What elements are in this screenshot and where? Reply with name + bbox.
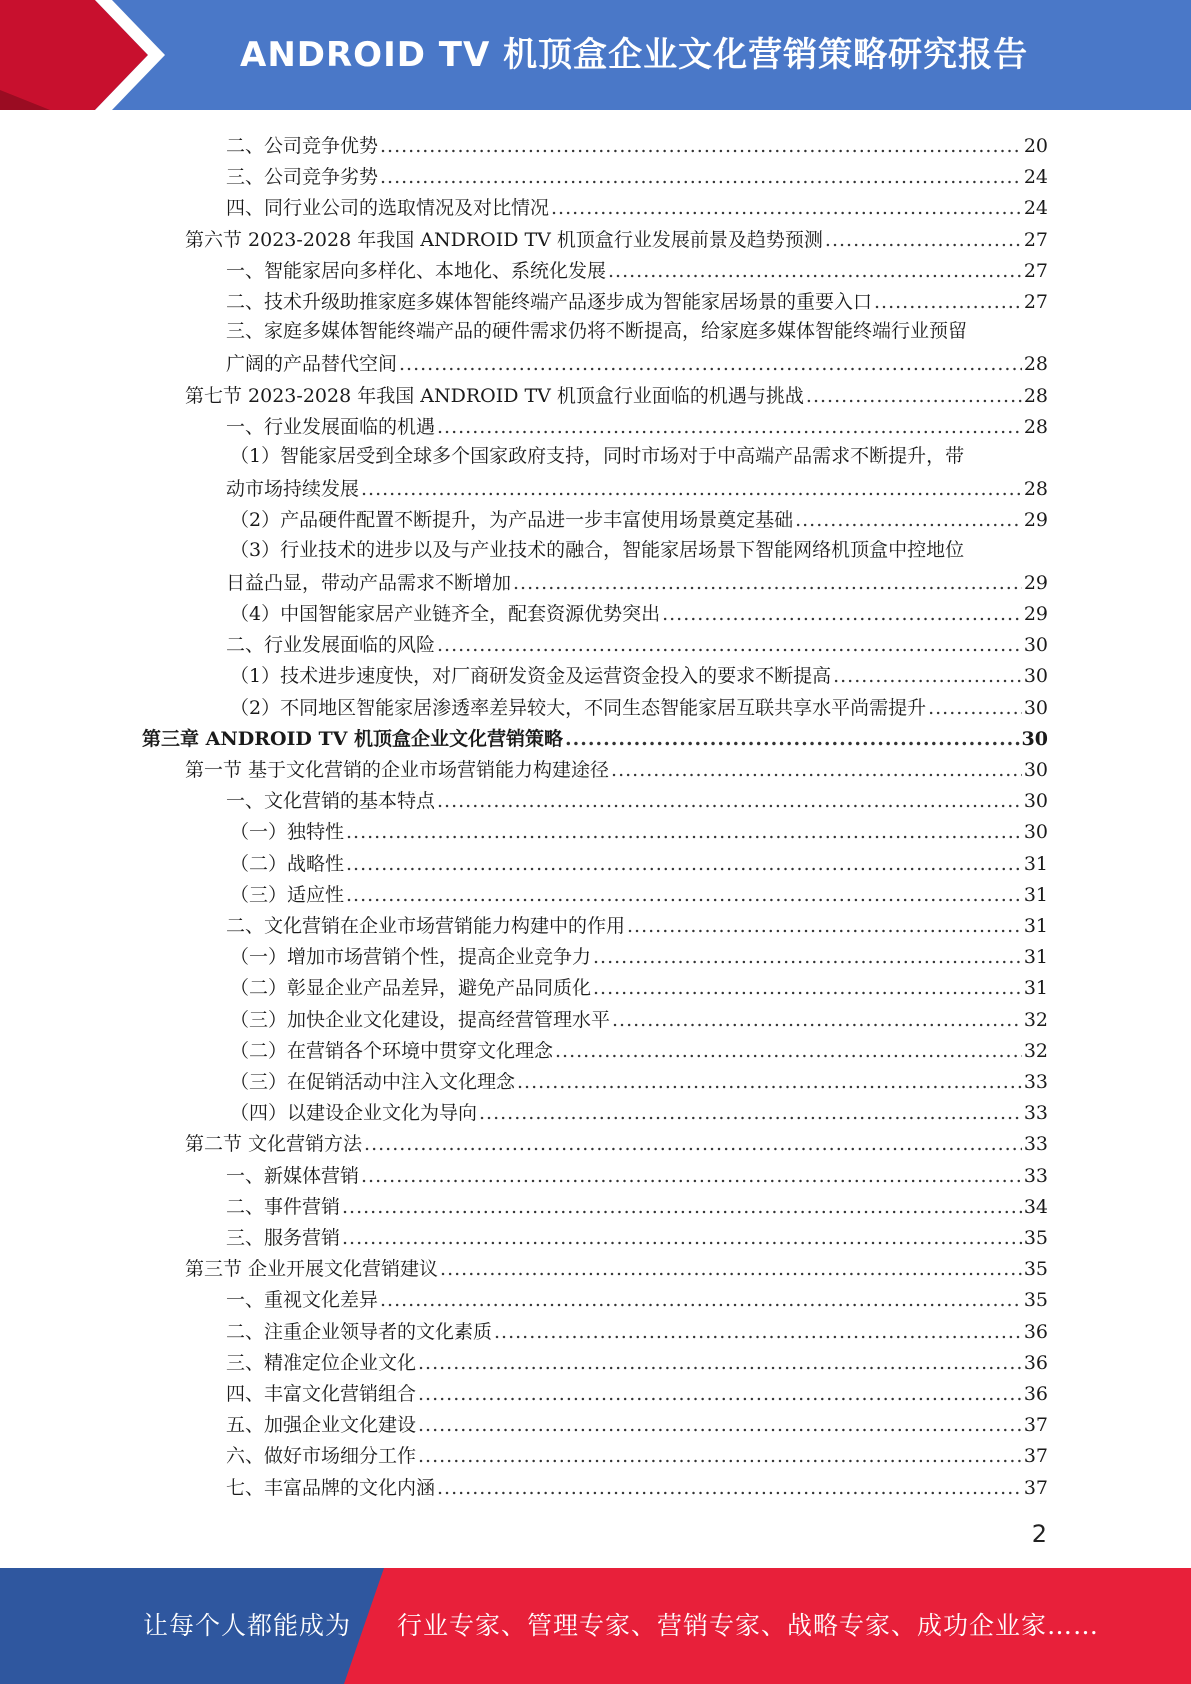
toc-entry-title: 六、做好市场细分工作 bbox=[226, 1445, 417, 1468]
toc-entry-title: 七、丰富品牌的文化内涵 bbox=[226, 1476, 436, 1499]
toc-entry-title: 二、技术升级助推家庭多媒体智能终端产品逐步成为智能家居场景的重要入口 bbox=[226, 291, 873, 313]
toc-entry[interactable] bbox=[185, 377, 1048, 408]
toc-page-number: 24 bbox=[1023, 166, 1048, 189]
toc-page-number: 24 bbox=[1023, 197, 1048, 220]
toc-page-number: 33 bbox=[1023, 1102, 1048, 1125]
toc-entry-title: 四、同行业公司的选取情况及对比情况 bbox=[226, 197, 550, 220]
toc-entry-title: 三、精准定位企业文化 bbox=[226, 1351, 417, 1374]
toc-leader-dots bbox=[437, 789, 1022, 813]
toc-entry[interactable] bbox=[226, 345, 1048, 376]
toc-entry-title: （三）加快企业文化建设，提高经营管理水平 bbox=[230, 1008, 611, 1031]
toc-leader-dots bbox=[380, 134, 1022, 158]
toc-page-number: 28 bbox=[1023, 353, 1048, 376]
toc-leader-dots bbox=[437, 1476, 1022, 1500]
toc-entry-text: （3）行业技术的进步以及与产业技术的融合，智能家居场景下智能网络机顶盒中控地位 bbox=[230, 538, 965, 561]
toc-leader-dots bbox=[418, 1382, 1022, 1406]
toc-leader-dots bbox=[418, 1444, 1022, 1468]
toc-entry-title: 四、丰富文化营销组合 bbox=[226, 1383, 417, 1405]
toc-leader-dots bbox=[928, 696, 1022, 720]
toc-entry-title: （2）产品硬件配置不断提升，为产品进一步丰富使用场景奠定基础 bbox=[230, 509, 794, 532]
toc-leader-dots bbox=[608, 259, 1022, 283]
toc-entry[interactable] bbox=[230, 1001, 1048, 1032]
toc-leader-dots bbox=[346, 852, 1022, 876]
toc-page-number: 27 bbox=[1023, 259, 1048, 282]
toc-page-number: 37 bbox=[1023, 1476, 1048, 1499]
toc-entry[interactable] bbox=[226, 408, 1048, 439]
toc-page-number: 31 bbox=[1023, 977, 1048, 1000]
toc-entry-title: 二、公司竞争优势 bbox=[226, 135, 379, 157]
toc-leader-dots bbox=[611, 758, 1022, 782]
toc-page-number: 28 bbox=[1023, 415, 1048, 438]
toc-entry[interactable] bbox=[230, 595, 1048, 626]
toc-entry[interactable] bbox=[230, 876, 1048, 907]
toc-leader-dots bbox=[513, 571, 1022, 595]
toc-entry-title: 一、重视文化差异 bbox=[226, 1289, 379, 1312]
toc-entry[interactable] bbox=[226, 283, 1048, 314]
page-header bbox=[0, 0, 1191, 110]
toc-entry-title: 二、行业发展面临的风险 bbox=[226, 634, 436, 657]
toc-entry[interactable] bbox=[230, 969, 1048, 1000]
toc-page-number: 33 bbox=[1023, 1164, 1048, 1187]
toc-page-number: 31 bbox=[1023, 852, 1048, 875]
toc-entry[interactable] bbox=[226, 1406, 1048, 1437]
toc-leader-dots bbox=[565, 727, 1020, 751]
toc-entry[interactable] bbox=[142, 720, 1048, 751]
toc-leader-dots bbox=[437, 633, 1022, 657]
toc-entry[interactable] bbox=[226, 1344, 1048, 1375]
toc-entry-title: （二）彰显企业产品差异，避免产品同质化 bbox=[230, 977, 592, 1000]
toc-page-number: 32 bbox=[1023, 1039, 1048, 1062]
toc-leader-dots bbox=[662, 602, 1022, 626]
toc-page-number: 30 bbox=[1023, 790, 1048, 813]
toc-entry[interactable] bbox=[185, 221, 1048, 252]
toc-leader-dots bbox=[346, 820, 1022, 844]
toc-leader-dots bbox=[437, 415, 1022, 439]
toc-entry-title: 一、行业发展面临的机遇 bbox=[226, 415, 436, 438]
toc-entry-title: （一）独特性 bbox=[230, 821, 345, 844]
toc-leader-dots bbox=[825, 228, 1022, 252]
toc-leader-dots bbox=[361, 477, 1022, 501]
toc-leader-dots bbox=[342, 1195, 1022, 1219]
toc-entry-title: 第三节 企业开展文化营销建议 bbox=[185, 1258, 439, 1281]
toc-entry[interactable] bbox=[226, 907, 1048, 938]
toc-page-number: 29 bbox=[1023, 571, 1048, 594]
toc-entry-title: 第七节 2023-2028 年我国 ANDROID TV 机顶盒行业面临的机遇与挑战 bbox=[185, 384, 804, 407]
toc-entry[interactable] bbox=[230, 845, 1048, 876]
toc-entry-title: （四）以建设企业文化为导向 bbox=[230, 1102, 478, 1125]
toc-leader-dots bbox=[517, 1070, 1022, 1094]
toc-entry-title: （三）在促销活动中注入文化理念 bbox=[230, 1071, 516, 1093]
toc-leader-dots bbox=[555, 1039, 1022, 1063]
toc-leader-dots bbox=[440, 1257, 1022, 1281]
toc-entry[interactable] bbox=[226, 1188, 1048, 1219]
toc-page-number: 29 bbox=[1023, 509, 1048, 532]
toc-page-number: 35 bbox=[1023, 1227, 1048, 1249]
toc-entry-title: 五、加强企业文化建设 bbox=[226, 1414, 417, 1437]
toc-entry-title: 三、公司竞争劣势 bbox=[226, 166, 379, 189]
toc-entry-title: （三）适应性 bbox=[230, 883, 345, 906]
toc-entry[interactable] bbox=[230, 657, 1048, 688]
toc-leader-dots bbox=[874, 290, 1022, 314]
toc-entry[interactable] bbox=[226, 1313, 1048, 1344]
toc-page-number: 30 bbox=[1023, 634, 1048, 657]
toc-entry[interactable] bbox=[226, 564, 1048, 595]
toc-entry-title: 第六节 2023-2028 年我国 ANDROID TV 机顶盒行业发展前景及趋势预测 bbox=[185, 228, 823, 251]
toc-entry[interactable] bbox=[226, 1375, 1048, 1406]
toc-page-number: 33 bbox=[1023, 1133, 1048, 1156]
toc-page-number: 30 bbox=[1023, 696, 1048, 719]
toc-entry-title: （4）中国智能家居产业链齐全，配套资源优势突出 bbox=[230, 603, 661, 625]
page-footer bbox=[0, 1568, 1191, 1684]
toc-entry[interactable] bbox=[226, 782, 1048, 813]
toc-entry[interactable] bbox=[230, 938, 1048, 969]
toc-page-number: 31 bbox=[1023, 915, 1048, 937]
toc-leader-dots bbox=[380, 1288, 1022, 1312]
toc-entry-title: 第三章 ANDROID TV 机顶盒企业文化营销策略 bbox=[142, 727, 564, 750]
toc-entry[interactable] bbox=[230, 1032, 1048, 1063]
toc-page-number: 29 bbox=[1023, 603, 1048, 625]
toc-page-number: 30 bbox=[1023, 821, 1048, 844]
toc-entry-title: 日益凸显，带动产品需求不断增加 bbox=[226, 571, 512, 594]
toc-entry[interactable] bbox=[226, 189, 1048, 220]
toc-entry[interactable] bbox=[230, 1094, 1048, 1125]
toc-page-number: 35 bbox=[1023, 1289, 1048, 1312]
toc-leader-dots bbox=[833, 664, 1022, 688]
toc-leader-dots bbox=[399, 352, 1022, 376]
toc-page-number: 33 bbox=[1023, 1071, 1048, 1093]
toc-entry[interactable] bbox=[226, 1469, 1048, 1500]
toc-entry[interactable] bbox=[185, 1125, 1048, 1156]
toc-entry[interactable] bbox=[226, 158, 1048, 189]
toc-entry[interactable] bbox=[230, 501, 1048, 532]
toc-entry-title: 三、服务营销 bbox=[226, 1227, 341, 1249]
toc-leader-dots bbox=[593, 976, 1022, 1000]
toc-entry[interactable] bbox=[226, 127, 1048, 158]
toc-entry-title: 一、智能家居向多样化、本地化、系统化发展 bbox=[226, 259, 607, 282]
toc-leader-dots bbox=[612, 1008, 1022, 1032]
toc-page-number: 35 bbox=[1023, 1258, 1048, 1281]
toc-page-number: 30 bbox=[1021, 727, 1048, 750]
toc-page-number: 30 bbox=[1023, 665, 1048, 688]
toc-entry-title: 二、注重企业领导者的文化素质 bbox=[226, 1320, 493, 1343]
toc-page-number: 34 bbox=[1023, 1195, 1048, 1218]
toc-entry-title: 一、新媒体营销 bbox=[226, 1164, 360, 1187]
toc-entry-text: （1）智能家居受到全球多个国家政府支持，同时市场对于中高端产品需求不断提升，带 bbox=[230, 445, 965, 467]
toc-entry[interactable] bbox=[185, 751, 1048, 782]
toc-entry[interactable] bbox=[226, 470, 1048, 501]
toc-entry[interactable] bbox=[226, 1157, 1048, 1188]
toc-entry-title: （2）不同地区智能家居渗透率差异较大，不同生态智能家居互联共享水平尚需提升 bbox=[230, 696, 927, 719]
toc-leader-dots bbox=[418, 1351, 1022, 1375]
toc-page-number: 28 bbox=[1023, 478, 1048, 501]
toc-page-number: 30 bbox=[1023, 759, 1048, 781]
toc-leader-dots bbox=[479, 1101, 1022, 1125]
toc-leader-dots bbox=[806, 384, 1022, 408]
toc-leader-dots bbox=[361, 1164, 1022, 1188]
toc-entry-title: （二）战略性 bbox=[230, 852, 345, 875]
toc-entry-title: （1）技术进步速度快，对厂商研发资金及运营资金投入的要求不断提高 bbox=[230, 665, 832, 688]
toc-leader-dots bbox=[418, 1413, 1022, 1437]
toc-entry[interactable] bbox=[230, 1063, 1048, 1094]
toc-entry-title: 一、文化营销的基本特点 bbox=[226, 790, 436, 813]
toc-entry-title: （二）在营销各个环境中贯穿文化理念 bbox=[230, 1039, 554, 1062]
toc-entry[interactable] bbox=[226, 252, 1048, 283]
toc-entry-title: （一）增加市场营销个性，提高企业竞争力 bbox=[230, 946, 592, 969]
toc-entry[interactable] bbox=[185, 1250, 1048, 1281]
toc-leader-dots bbox=[380, 165, 1022, 189]
toc-leader-dots bbox=[494, 1320, 1022, 1344]
toc-leader-dots bbox=[551, 196, 1022, 220]
toc-leader-dots bbox=[795, 508, 1022, 532]
toc-entry[interactable] bbox=[226, 1437, 1048, 1468]
toc-page-number: 28 bbox=[1023, 384, 1048, 407]
footer-slogan-left: 让每个人都能成为 bbox=[143, 1611, 352, 1640]
toc-entry-title: 广阔的产品替代空间 bbox=[226, 353, 398, 376]
toc-entry-title: 第一节 基于文化营销的企业市场营销能力构建途径 bbox=[185, 759, 610, 781]
toc-entry-text: 三、家庭多媒体智能终端产品的硬件需求仍将不断提高，给家庭多媒体智能终端行业预留 bbox=[226, 320, 968, 343]
toc-leader-dots bbox=[342, 1226, 1022, 1250]
toc-page-number: 31 bbox=[1023, 946, 1048, 969]
page-number: 2 bbox=[1031, 1520, 1047, 1548]
toc-page-number: 36 bbox=[1023, 1351, 1048, 1374]
footer-slogan-right: 行业专家、管理专家、营销专家、战略专家、成功企业家…… bbox=[397, 1611, 1100, 1640]
toc-entry-title: 二、文化营销在企业市场营销能力构建中的作用 bbox=[226, 915, 626, 937]
toc-page-number: 20 bbox=[1023, 135, 1048, 157]
toc-page-number: 36 bbox=[1023, 1320, 1048, 1343]
toc-page-number: 27 bbox=[1023, 291, 1048, 313]
toc-entry[interactable] bbox=[226, 626, 1048, 657]
toc-page-number: 32 bbox=[1023, 1008, 1048, 1031]
toc-entry-title: 动市场持续发展 bbox=[226, 478, 360, 501]
toc-entry-title: 第二节 文化营销方法 bbox=[185, 1133, 363, 1156]
toc-page-number: 27 bbox=[1023, 228, 1048, 251]
toc-entry[interactable] bbox=[226, 1281, 1048, 1312]
toc-entry[interactable] bbox=[230, 689, 1048, 720]
toc-leader-dots bbox=[593, 945, 1022, 969]
toc-leader-dots bbox=[627, 914, 1022, 938]
report-title: ANDROID TV 机顶盒企业文化营销策略研究报告 bbox=[240, 35, 1029, 75]
toc-entry-title: 二、事件营销 bbox=[226, 1195, 341, 1218]
toc-page-number: 36 bbox=[1023, 1383, 1048, 1405]
toc-leader-dots bbox=[364, 1132, 1022, 1156]
toc-page-number: 37 bbox=[1023, 1414, 1048, 1437]
toc-page-number: 31 bbox=[1023, 883, 1048, 906]
toc-entry[interactable] bbox=[226, 1219, 1048, 1250]
toc-leader-dots bbox=[346, 883, 1022, 907]
toc-page-number: 37 bbox=[1023, 1445, 1048, 1468]
toc-entry[interactable] bbox=[230, 813, 1048, 844]
